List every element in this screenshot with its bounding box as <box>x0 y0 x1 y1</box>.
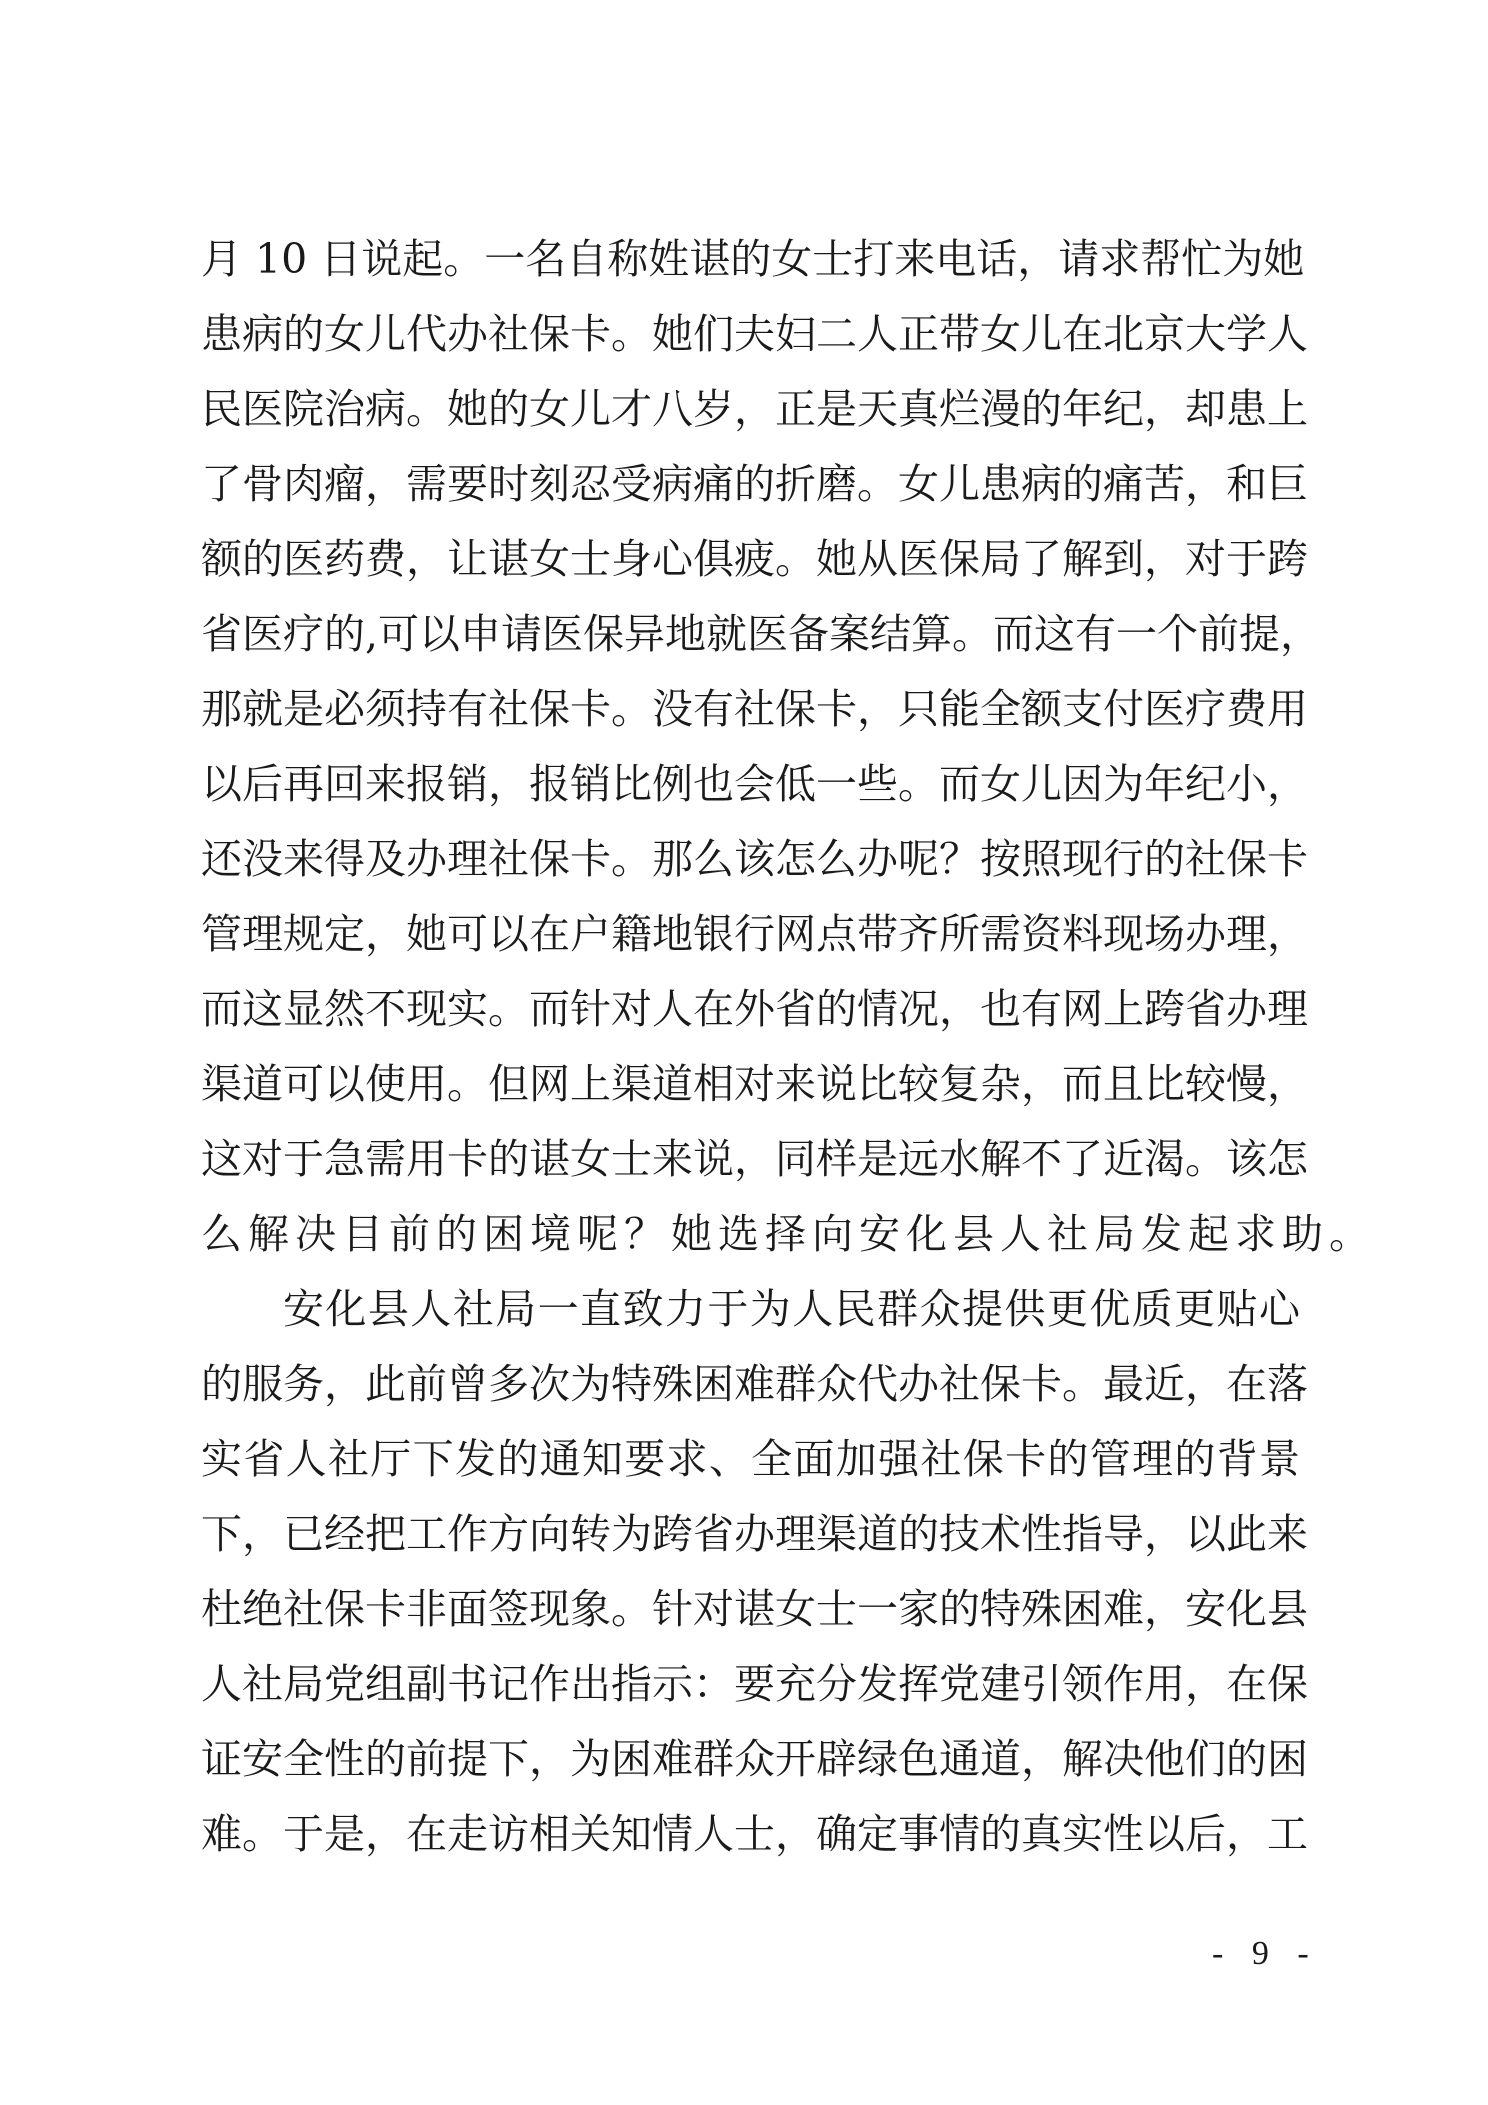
text-line: 管理规定，她可以在户籍地银行网点带齐所需资料现场办理， <box>201 910 1308 958</box>
text-line: 以后再回来报销，报销比例也会低一些。而女儿因为年纪小， <box>201 760 1308 808</box>
text-line: 么解决目前的困境呢？她选择向安化县人社局发起求助。 <box>201 1210 1376 1258</box>
text-line: 民医院治病。她的女儿才八岁，正是天真烂漫的年纪，却患上 <box>201 385 1308 433</box>
text-line: 杜绝社保卡非面签现象。针对谌女士一家的特殊困难，安化县 <box>201 1585 1308 1633</box>
text-line: 省医疗的,可以申请医保异地就医备案结算。而这有一个前提， <box>201 610 1322 658</box>
text-line: 人社局党组副书记作出指示：要充分发挥党建引领作用，在保 <box>201 1660 1308 1708</box>
text-line: 那就是必须持有社保卡。没有社保卡，只能全额支付医疗费用 <box>201 685 1308 733</box>
text-line: 下，已经把工作方向转为跨省办理渠道的技术性指导，以此来 <box>201 1510 1308 1558</box>
paragraph-1 <box>201 222 1376 1272</box>
text-line: 这对于急需用卡的谌女士来说，同样是远水解不了近渴。该怎 <box>201 1135 1308 1183</box>
paragraph-2 <box>201 1272 1308 1872</box>
text-line: 证安全性的前提下，为困难群众开辟绿色通道，解决他们的困 <box>201 1735 1308 1783</box>
page-number: - 9 - <box>1212 1935 1319 1972</box>
text-line: 了骨肉瘤，需要时刻忍受病痛的折磨。女儿患病的痛苦，和巨 <box>201 460 1308 508</box>
text-line: 难。于是，在走访相关知情人士，确定事情的真实性以后，工 <box>201 1810 1308 1858</box>
text-line: 月 10 日说起。一名自称姓谌的女士打来电话，请求帮忙为她 <box>201 235 1305 283</box>
text-line: 患病的女儿代办社保卡。她们夫妇二人正带女儿在北京大学人 <box>201 310 1308 358</box>
text-line: 而这显然不现实。而针对人在外省的情况，也有网上跨省办理 <box>201 985 1308 1033</box>
text-line: 还没来得及办理社保卡。那么该怎么办呢？按照现行的社保卡 <box>201 835 1308 883</box>
text-line: 渠道可以使用。但网上渠道相对来说比较复杂，而且比较慢， <box>201 1060 1308 1108</box>
text-line: 安化县人社局一直致力于为人民群众提供更优质更贴心 <box>283 1285 1300 1333</box>
text-line: 额的医药费，让谌女士身心俱疲。她从医保局了解到，对于跨 <box>201 535 1308 583</box>
text-line: 实省人社厅下发的通知要求、全面加强社保卡的管理的背景 <box>201 1435 1300 1483</box>
text-line: 的服务，此前曾多次为特殊困难群众代办社保卡。最近，在落 <box>201 1360 1308 1408</box>
document-body <box>201 222 1376 1872</box>
